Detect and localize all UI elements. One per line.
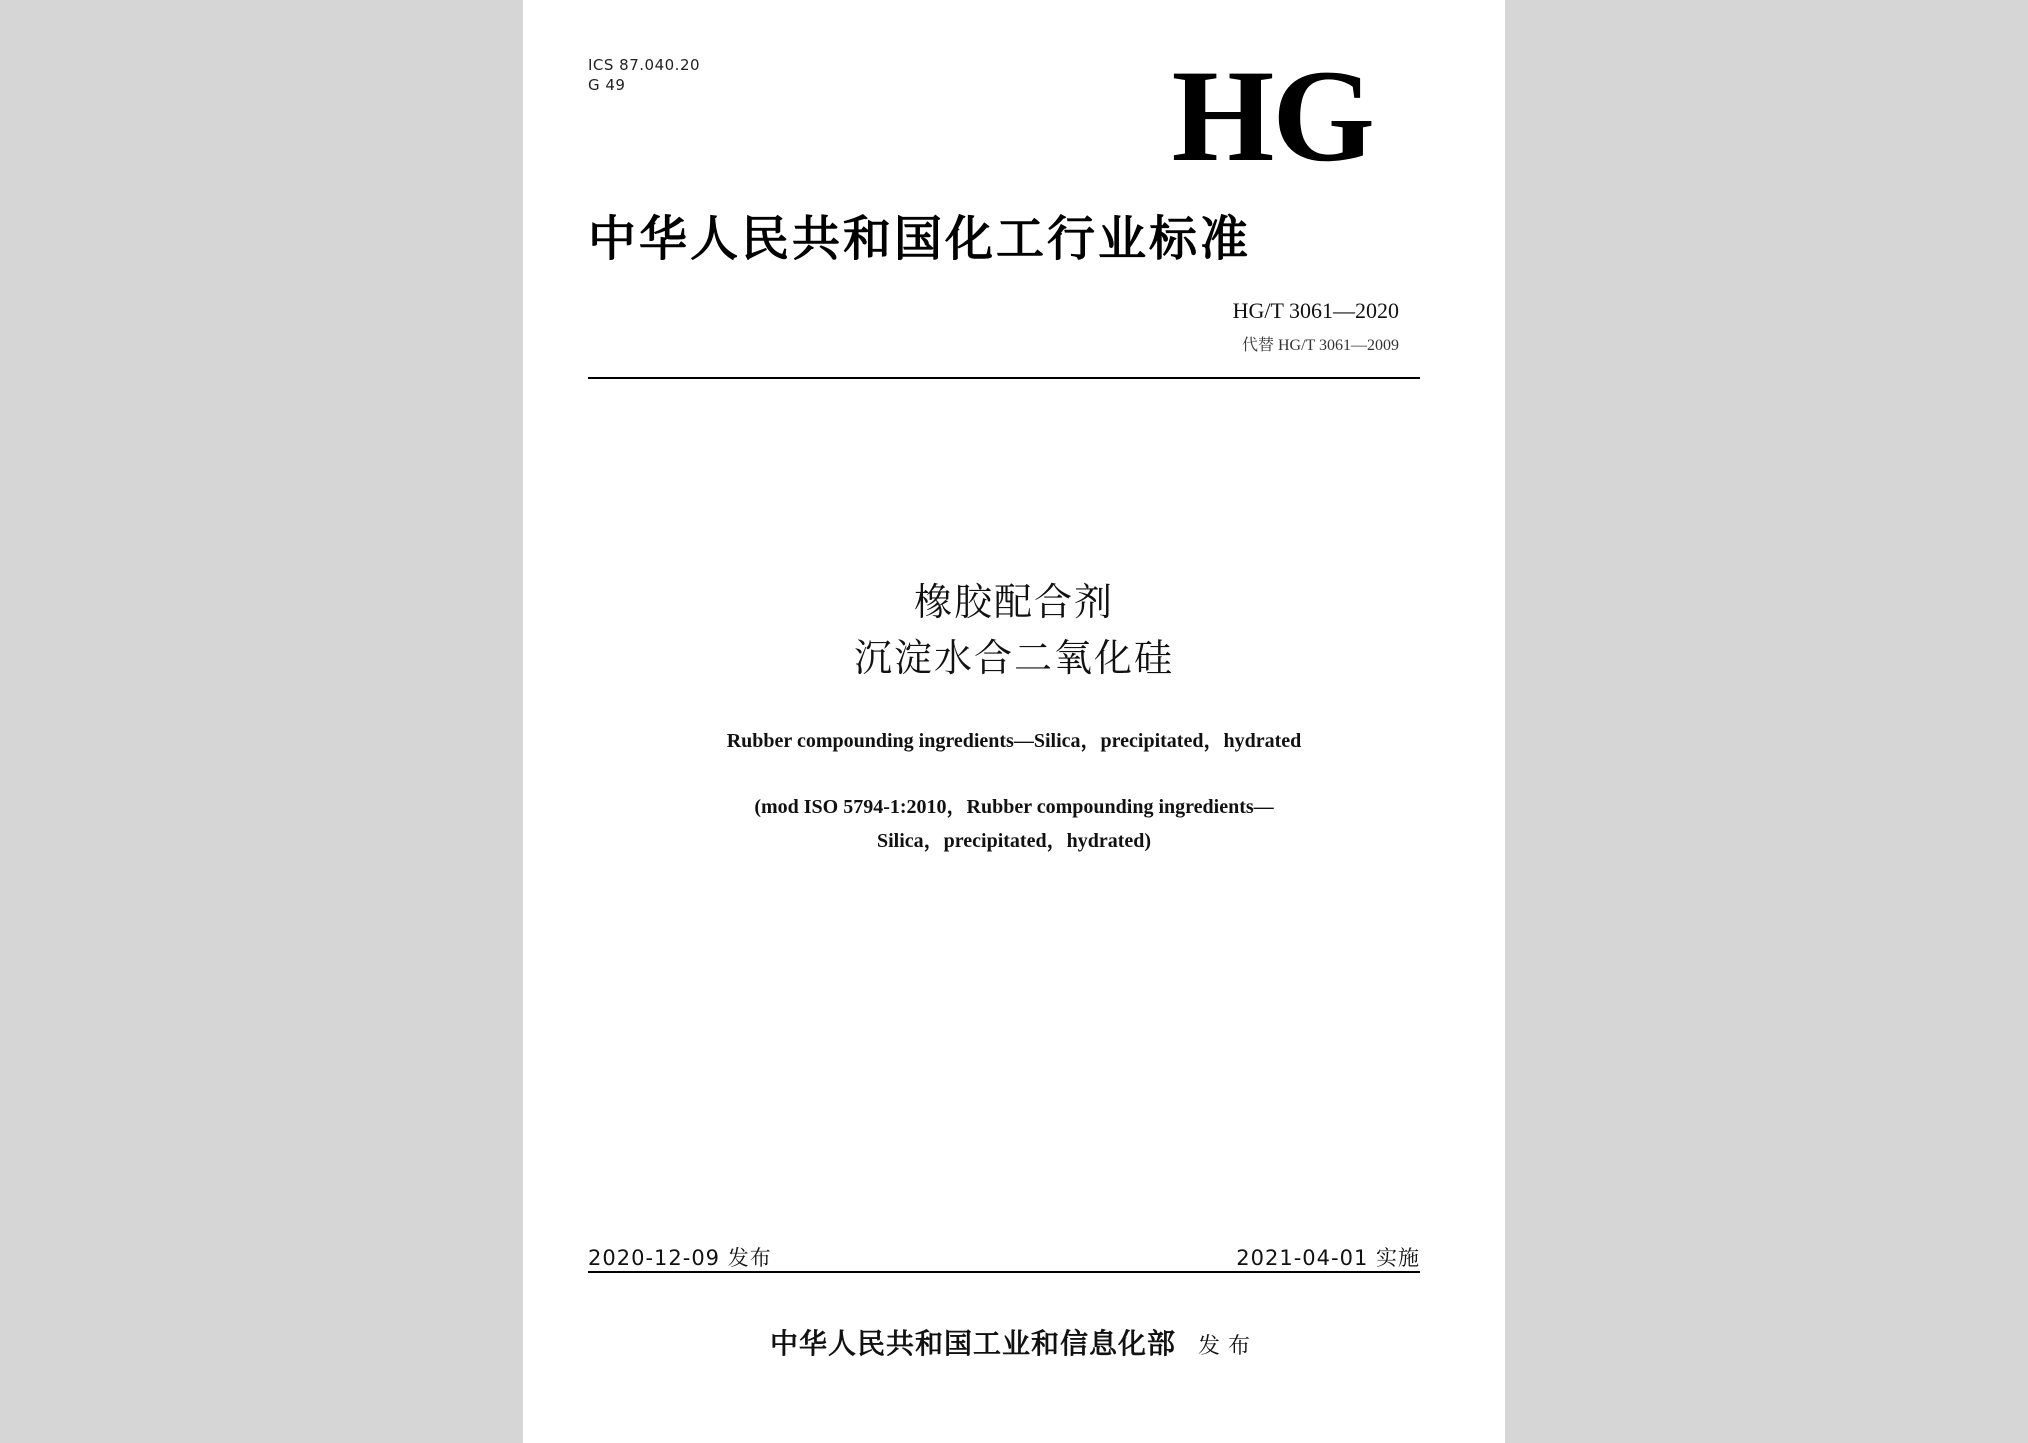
mod-reference-line1: (mod ISO 5794-1:2010，Rubber compounding ingredients— [754,796,1274,818]
implementation-date: 2021-04-01 实施 [1236,1246,1420,1270]
header-divider [588,377,1420,379]
title-en: Rubber compounding ingredients—Silica，precipitated，hydrated [726,730,1302,752]
standard-title: 中华人民共和国化工行业标准 [588,211,1252,267]
footer-divider [588,1271,1420,1273]
classification-code: G 49 [588,76,626,94]
issue-date: 2020-12-09 发布 [588,1246,772,1270]
standard-number: HG/T 3061—2020 [1232,298,1399,323]
publish-action: 发布 [1198,1334,1259,1359]
replaces-note: 代替 HG/T 3061—2009 [1241,337,1399,354]
hg-logo: HG [1171,42,1373,189]
ics-code: ICS 87.040.20 [588,56,701,74]
title-cn-line2: 沉淀水合二氧化硅 [853,636,1174,680]
document-page [523,0,1505,1443]
title-cn-line1: 橡胶配合剂 [913,580,1114,624]
mod-reference-line2: Silica，precipitated，hydrated) [876,830,1152,852]
publisher-name: 中华人民共和国工业和信息化部 [769,1327,1176,1360]
publisher-line [523,1322,1505,1362]
